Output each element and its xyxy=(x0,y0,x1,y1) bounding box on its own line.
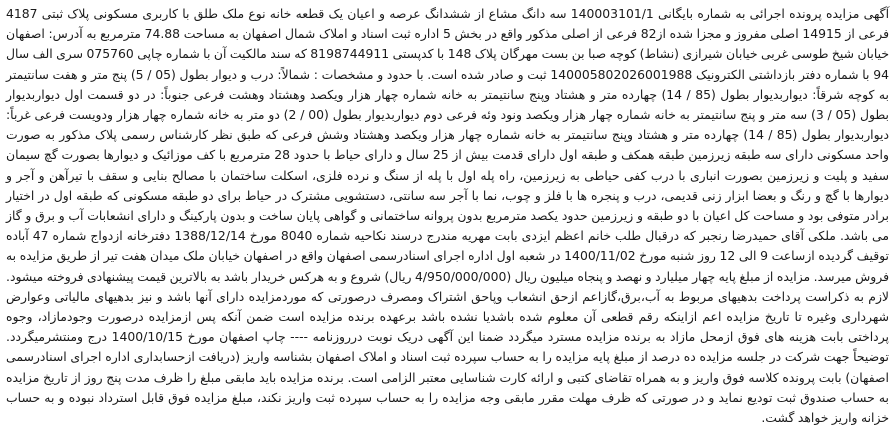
auction-notice-text: آگهی مزایده پرونده اجرائی به شماره بایگانی 140003101/1 سه دانگ مشاع از ششدانگ عرصه و اعیان یک قطعه خانه نوع ملک طلق با کاربری مسکونی پلاک ثبتی 4187 فرعی از 14915 اصلی مفروز و مجزا شده از82 فرعی از اصلی مذکور واقع در بخش 5 اداره ثبت اسناد و املاک شمال اصفهان به مساحت 74.88 مترمربع به آدرس: اصفهان خیابان شیخ طوسی غربی خیابان شیرازی (نشاط) کوچه صبا بن بست مهرگان پلاک 148 با کدپستی 8198744911 که سند مالکیت آن با شماره چاپی 075760 سری الف سال 94 با شماره دفتر بازداشتی الکترونیک 140005802026001988 ثبت و صادر شده است. با حدود و مشخصات : شمالاً: درب و دیوار بطول (05 / 5) پنج متر و هفت سانتیمتر به کوچه شرقاً: دیواربدیوار بطول (85 / 14) چهارده متر و هشتاد وپنج سانتیمتر به خانه شماره چهار هزار ویکصد وهشتاد وهشت فرعی جنوباً: در دو قسمت اول دیواربدیوار بطول (05 / 3) سه متر و پنج سانتیمتر به خانه شماره چهار هزار ویکصد ونود وئه فرعی دوم دیواربدیوار بطول (00 / 2) دو متر به خانه شماره چهار هزار ودویست فرعی غرباً: دیواربدیوار بطول (85 / 14) چهارده متر و هشتاد وپنج سانتیمتر به خانه شماره چهار هزار ویکصد وهشتاد وشش فرعی که طبق نظر کارشناس رسمی پلاک مذکور به صورت واحد مسکونی دارای سه طبقه زیرزمین طبقه همکف و طبقه اول دارای قدمت بیش از 25 سال و دارای حیاط با حدود 28 مترمربع با کف موزائیک و دیوارها بصورت گچ سیمان سفید و پلیت و زیرزمین بصورت انباری با درب کفی حیاطی به زیرزمین، راه پله اول با پله از سنگ و نرده فلزی، اسکلت ساختمان با مصالح بنایی و سقف با تیرآهن و آجر و دیوارها با گچ و رنگ و بعضا ابزار زنی قدیمی، درب و پنجره ها با فلز و چوب، نما با آجر سه سانتی، دستشویی مشترک در حیاط برای دو طبقه مسکونی که طبقه اول در اختیار برادر متوفی بود و مساحت کل اعیان با دو طبقه و زیرزمین حدود یکصد مترمربع بدون پروانه ساختمانی و گواهی پایان ساخت و بدون پارکینگ و دارای انشعابات آب و برق و گاز می باشد. ملکی آقای حمیدرضا رنجبر که درقبال طلب خانم اعظم ایزدی بابت مهریه مندرج درسند نکاحیه شماره 8040 مورخ 1388/12/14 دفترخانه ازدواج شماره 47 آباده توقیف گردیده ازساعت 9 الی 12 روز شنبه مورخ 1400/11/02 در شعبه اول اداره اجرای اسنادرسمی اصفهان واقع در اصفهان خیابان ملک میدان هفت تیر از طریق مزایده به فروش میرسد. مزایده از مبلغ پایه چهار میلیارد و نهصد و پنجاه میلیون ریال (4/950/000/000 ریال) شروع و به هرکس خریدار باشد به بالاترین قیمت پیشنهادی فروخته میشود. لازم به ذکراست پرداخت بدهیهای مربوط به آب،برق،گازاعم ازحق انشعاب وپاحق اشتراک ومصرف درصورتی که موردمزایده دارای آنها باشد و نیز بدهیهای مالیاتی وعوارض شهرداری وغیره تا تاریخ مزایده اعم ازاینکه رقم قطعی آن معلوم شده باشدیا نشده باشد برعهده برنده مزایده است ضمن آنکه پس ازمزایده درصورت وجودمازاد، وجوه پرداختی بابت هزینه های فوق ازمحل مازاد به برنده مزایده مسترد میگردد ضمنا این آگهی دریک نوبت درروزنامه ---- چاپ اصفهان مورخ 1400/10/15 درج ومنتشرمیگردد. توضیحاً جهت شرکت در جلسه مزایده ده درصد از مبلغ پایه مزایده را به حساب سپرده ثبت اسناد و املاک اصفهان بشناسه واریز (دریافت ازحسابداری اداره اجرای اسنادرسمی اصفهان) بابت پرونده کلاسه فوق واریز و به همراه تقاضای کتبی و ارائه کارت شناسایی معتبر الزامی است. برنده مزایده باید مابقی مبلغ را ظرف مدت پنج روز از تاریخ مزایده به حساب صندوق ثبت تودیع نماید و در صورتی که ظرف مهلت مقرر مابقی وجه مزایده را به حساب سپرده ثبت واریز نکند، مبلغ مزایده فوق قابل استرداد نبوده و به حساب خزانه واریز خواهد گشت. xyxy=(6,6,890,426)
